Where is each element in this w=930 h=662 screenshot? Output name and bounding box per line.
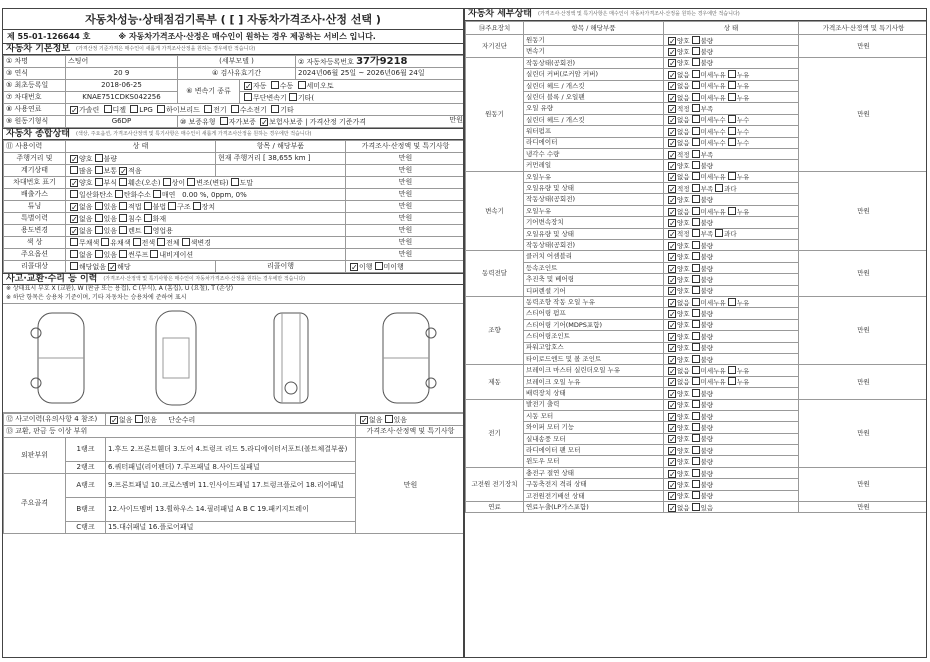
detail-item: 구동축전지 격리 상태 — [524, 479, 664, 490]
status-checkbox — [692, 58, 700, 66]
detail-status[interactable]: ✓적정 부족 — [664, 148, 799, 159]
record-no-suffix: 호 — [82, 31, 91, 41]
status-checkbox: ✓ — [669, 196, 676, 206]
detail-status[interactable]: ✓양호 불량 — [664, 422, 799, 433]
engine-type: G6DP — [66, 116, 178, 128]
detail-item: 오일유량 및 상태 — [524, 228, 664, 239]
trans-auto-checkbox: ✓ — [245, 82, 252, 91]
status-checkbox: ✓ — [669, 207, 676, 217]
status-checkbox — [715, 184, 723, 192]
detail-status[interactable]: ✓적정 부족 과다 — [664, 183, 799, 194]
detail-price: 만원 — [799, 35, 928, 58]
status-checkbox — [728, 172, 736, 180]
detail-item: 연료누출(LP가스포함) — [524, 502, 664, 513]
status-checkbox — [692, 195, 700, 203]
detail-status[interactable]: ✓양호 불량 — [664, 456, 799, 467]
status-checkbox — [692, 229, 700, 237]
record-no-label: 제 — [7, 31, 15, 41]
status-checkbox — [692, 104, 700, 112]
status-checkbox: ✓ — [669, 469, 676, 479]
detail-item: 충전구 절연 상태 — [524, 467, 664, 478]
legend-note: ※ 상태표시 부호 X (교환), W (판금 또는 용접), C (부식), A (흠집), U (요철), T (손상) — [6, 285, 234, 292]
detail-status[interactable]: ✓양호 불량 — [664, 194, 799, 205]
detail-status[interactable]: ✓양호 불량 — [664, 46, 799, 57]
detail-item: 오일 유량 — [524, 103, 664, 114]
status-checkbox — [692, 93, 700, 101]
detail-item: 실린더 헤드 / 개스킷 — [524, 80, 664, 91]
detail-status[interactable]: ✓양호 불량 — [664, 490, 799, 501]
detail-status[interactable]: ✓없음 미세누수 누수 — [664, 137, 799, 148]
detail-status[interactable]: ✓양호 불량 — [664, 445, 799, 456]
detail-item: 실린더 헤드 / 개스킷 — [524, 114, 664, 125]
detail-item: 스티어링조인트 — [524, 331, 664, 342]
detail-status[interactable]: ✓양호 불량 — [664, 160, 799, 171]
detail-item: 스티어링 펌프 — [524, 308, 664, 319]
status-checkbox: ✓ — [669, 435, 676, 445]
service-notice: ※ 자동차가격조사·산정은 매수인이 원하는 경우 제공하는 서비스 입니다. — [118, 31, 376, 41]
status-checkbox: ✓ — [669, 332, 676, 342]
status-checkbox — [692, 264, 700, 272]
status-checkbox — [692, 457, 700, 465]
detail-status[interactable]: ✓없음 미세누수 누수 — [664, 126, 799, 137]
detail-group-label: 원동기 — [466, 57, 524, 171]
detail-status[interactable]: ✓양호 불량 — [664, 217, 799, 228]
detail-item: 발전기 출력 — [524, 399, 664, 410]
basic-info-header: 자동차 기본정보 (가격산정 기준가격은 매수인이 새롭게 가격조사산정을 원하는 경우에만 적습니다) — [3, 43, 463, 55]
detail-status[interactable]: ✓없음 미세누유 누유 — [664, 91, 799, 102]
detail-status[interactable]: ✓양호 불량 — [664, 285, 799, 296]
detail-status[interactable]: ✓양호 불량 — [664, 433, 799, 444]
detail-status[interactable]: ✓없음 미세누유 누유 — [664, 171, 799, 182]
status-checkbox: ✓ — [669, 139, 676, 149]
detail-item: 브레이크 마스터 실린더오일 누유 — [524, 365, 664, 376]
status-checkbox — [692, 423, 700, 431]
status-checkbox — [692, 150, 700, 158]
detail-item: 오일유량 및 상태 — [524, 183, 664, 194]
mileage: 현재 주행거리 [ 38,655 km ] — [216, 153, 346, 165]
status-checkbox: ✓ — [669, 116, 676, 126]
detail-item: 타이로드엔드 및 볼 조인트 — [524, 353, 664, 364]
detail-row — [466, 399, 928, 410]
detail-status[interactable]: ✓양호 불량 — [664, 388, 799, 399]
status-checkbox — [692, 47, 700, 55]
detail-status[interactable]: ✓없음 미세누수 누수 — [664, 114, 799, 125]
detail-price: 만원 — [799, 296, 928, 364]
detail-item: 실내송풍 모터 — [524, 433, 664, 444]
detail-row — [466, 502, 928, 513]
status-checkbox: ✓ — [669, 389, 676, 399]
summary-header: 자동차 종합상태 (색상, 주요옵션, 가격조사산정액 및 특기사항은 매수인이 새롭게 가격조사산정을 원하는 경우에만 적습니다) — [3, 128, 463, 140]
detail-status[interactable]: ✓없음 미세누유 누유 — [664, 365, 799, 376]
detail-group-label: 제동 — [466, 365, 524, 399]
detail-price: 만원 — [799, 171, 928, 251]
detail-row — [466, 467, 928, 478]
status-checkbox: ✓ — [669, 82, 676, 92]
status-checkbox — [692, 172, 700, 180]
status-checkbox: ✓ — [669, 378, 676, 388]
detail-item: 작동상태(공회전) — [524, 57, 664, 68]
car-top-diagram — [141, 308, 211, 408]
status-checkbox — [692, 469, 700, 477]
status-checkbox: ✓ — [669, 173, 676, 183]
fuel-options[interactable]: ✓가솔린 디젤 LPG 하이브리드 전기 수소전기 기타 — [66, 104, 465, 116]
status-checkbox: ✓ — [669, 287, 676, 297]
status-checkbox — [692, 115, 700, 123]
record-no: 55-01-126644 — [17, 31, 80, 41]
status-checkbox: ✓ — [669, 503, 676, 513]
fuel-electric-checkbox — [204, 105, 212, 113]
status-checkbox: ✓ — [669, 355, 676, 365]
detail-group-label: 전기 — [466, 399, 524, 467]
detail-status[interactable]: ✓없음 미세누유 누유 — [664, 69, 799, 80]
detail-status[interactable]: ✓없음 미세누유 누유 — [664, 296, 799, 307]
detail-status[interactable]: ✓양호 불량 — [664, 35, 799, 46]
status-checkbox — [692, 400, 700, 408]
fuel-diesel-checkbox — [104, 105, 112, 113]
status-checkbox: ✓ — [669, 230, 676, 240]
detail-item: 동력조향 작동 오일 누유 — [524, 296, 664, 307]
record-number-row — [3, 29, 463, 43]
status-checkbox — [728, 115, 736, 123]
fuel-lpg-checkbox — [130, 105, 138, 113]
status-checkbox — [692, 275, 700, 283]
status-checkbox: ✓ — [669, 298, 676, 308]
detail-group-label: 자기진단 — [466, 35, 524, 58]
detail-item: 작동상태(공회전) — [524, 194, 664, 205]
detail-status[interactable]: ✓적정 부족 — [664, 103, 799, 114]
detail-item: 브레이크 오일 누유 — [524, 376, 664, 387]
detail-price: 만원 — [799, 502, 928, 513]
status-checkbox — [692, 309, 700, 317]
status-checkbox — [692, 366, 700, 374]
status-checkbox: ✓ — [669, 150, 676, 160]
detail-status[interactable]: ✓양호 불량 — [664, 342, 799, 353]
detail-item: 배력장치 상태 — [524, 388, 664, 399]
status-checkbox: ✓ — [669, 241, 676, 251]
status-checkbox — [692, 36, 700, 44]
detail-item: 워터펌프 — [524, 126, 664, 137]
status-checkbox: ✓ — [669, 127, 676, 137]
detail-status[interactable]: ✓양호 불량 — [664, 331, 799, 342]
status-checkbox — [692, 320, 700, 328]
status-checkbox — [728, 127, 736, 135]
status-checkbox — [692, 138, 700, 146]
status-checkbox: ✓ — [669, 492, 676, 502]
status-checkbox — [692, 480, 700, 488]
detail-item: 오일누유 — [524, 205, 664, 216]
detail-price: 만원 — [799, 399, 928, 467]
status-checkbox: ✓ — [669, 184, 676, 194]
detail-price: 만원 — [799, 467, 928, 501]
detail-status[interactable]: ✓없음 미세누유 누유 — [664, 376, 799, 387]
detail-row — [466, 35, 928, 46]
detail-item: 실린더 커버(로커암 커버) — [524, 69, 664, 80]
status-checkbox: ✓ — [669, 344, 676, 354]
detail-status[interactable]: ✓양호 불량 — [664, 240, 799, 251]
car-diagrams — [3, 303, 463, 413]
status-checkbox — [692, 503, 700, 511]
detail-group-label: 고전원 전기장치 — [466, 467, 524, 501]
inspection-validity: 2024년06월 25일 ~ 2026년06월 24일 — [296, 68, 465, 80]
status-checkbox — [728, 298, 736, 306]
status-checkbox — [692, 434, 700, 442]
summary-table: ⑪ 사용이력 상 태 항목 / 해당부품 가격조사·산정액 및 특기사항 주행거리 및 ✓양호 불량 현재 주행거리 [ 38,655 km ] 만원 계기상태 많음 보통 ✓적음 만원 차대번호 표기 ✓양호 부식 훼손(오손) 상이 변조(변타) 도말 만원 배출가스 일산화탄소 탄화수소 매연 0.00 %, 0ppm, 0% 만원 튜닝 ✓없음 있음 적법 불법 구조 장치 만원 특별이력 ✓없음 있음 침수 화재 만원 용도변경 ✓없음 있음 렌트 영업용 만원 색 상 무채색 유채색 전색 전체 색변경 만원 주요옵션 없음 있음 썬루프 내비게이션 만원 리콜대상 해당없음 ✓해당 리콜이행 ✓이행 미이행 — [3, 140, 464, 273]
status-checkbox: ✓ — [669, 264, 676, 274]
status-checkbox: ✓ — [669, 446, 676, 456]
detail-item: 라디에이터 팬 모터 — [524, 445, 664, 456]
detail-status[interactable]: ✓양호 불량 — [664, 410, 799, 421]
detail-item: 변속기 — [524, 46, 664, 57]
status-checkbox: ✓ — [669, 367, 676, 377]
fuel-other-checkbox — [271, 105, 279, 113]
status-checkbox — [692, 491, 700, 499]
warranty-insurer-checkbox: ✓ — [261, 118, 268, 127]
status-checkbox: ✓ — [669, 105, 676, 115]
transmission-options[interactable]: ✓자동 수동 세미오토 — [240, 80, 465, 92]
detail-status[interactable]: ✓없음 있음 — [664, 502, 799, 513]
status-checkbox — [728, 93, 736, 101]
detail-item: 고전원전기배선 상태 — [524, 490, 664, 501]
detail-status[interactable]: ✓양호 불량 — [664, 308, 799, 319]
status-checkbox — [692, 332, 700, 340]
accident-table: ⑫ 사고이력(유의사항 4 참조) ✓없음 있음 단순수리 ✓없음 있음 ⑬ 교환, 판금 등 이상 부위 가격조사·산정액 및 특기사항 외판부위 1랭크 1.후드 2.프론트휀더 3.도어 4.트렁크 리드 5.라디에이터서포트(볼트체결부품) 만원 2랭크 6.쿼터패널(리어펜더) 7.루프패널 8.사이드실패널 주요골격 A랭크 9.프론트패널 10.크로스멤버 11.인사이드패널 17.트렁크플로어 18.리어패널 B랭크 12.사이드멤버 13.휠하우스 14.필러패널 A B C 19.패키지트레이 C랭크 15.대쉬패널 16.플로어패널 — [3, 413, 464, 534]
status-checkbox — [692, 241, 700, 249]
status-checkbox — [728, 70, 736, 78]
detail-status[interactable]: ✓양호 불량 — [664, 479, 799, 490]
status-checkbox — [692, 81, 700, 89]
status-checkbox: ✓ — [669, 36, 676, 46]
status-checkbox: ✓ — [669, 401, 676, 411]
status-checkbox — [728, 377, 736, 385]
fuel-gasoline-checkbox: ✓ — [71, 106, 78, 115]
detail-status[interactable]: ✓양호 불량 — [664, 353, 799, 364]
status-checkbox — [692, 252, 700, 260]
detail-item: 작동상태(공회전) — [524, 240, 664, 251]
status-checkbox: ✓ — [669, 423, 676, 433]
detail-item: 기어변속장치 — [524, 217, 664, 228]
detail-group-label: 연료 — [466, 502, 524, 513]
trans-other-checkbox — [289, 93, 297, 101]
trans-manual-checkbox — [271, 81, 279, 89]
detail-status[interactable]: ✓없음 미세누유 누유 — [664, 205, 799, 216]
detail-item: 윈도우 모터 — [524, 456, 664, 467]
accident-header: 사고·교환·수리 등 이력 (가격조사·산정액 및 특기사항은 매수인이 자동차가격조사·산정을 원하는 경우에만 적습니다) — [3, 273, 463, 285]
car-frame-diagram — [256, 308, 326, 408]
status-checkbox: ✓ — [669, 48, 676, 58]
status-checkbox — [692, 298, 700, 306]
status-checkbox — [692, 412, 700, 420]
status-checkbox — [692, 343, 700, 351]
first-registration: 2018-06-25 — [66, 80, 178, 92]
detail-group-label: 동력전달 — [466, 251, 524, 297]
status-checkbox: ✓ — [669, 275, 676, 285]
trans-semi-checkbox — [298, 81, 306, 89]
detail-item: 추진축 및 베어링 — [524, 274, 664, 285]
detail-item: 파워고압호스 — [524, 342, 664, 353]
detail-header: 자동차 세부상태 (가격조사·산정액 및 특기사항은 매수인이 자동차가격조사·산정을 원하는 경우에만 적습니다) — [465, 9, 926, 21]
page-title: 자동차성능·상태점검기록부 ( [ ] 자동차가격조사·산정 선택 ) — [85, 12, 381, 26]
status-checkbox: ✓ — [669, 458, 676, 468]
detail-item: 클러치 어셈블리 — [524, 251, 664, 262]
status-checkbox — [715, 229, 723, 237]
detail-status[interactable]: ✓양호 불량 — [664, 467, 799, 478]
status-checkbox: ✓ — [669, 253, 676, 263]
status-checkbox: ✓ — [669, 321, 676, 331]
detail-item: 디퍼렌셜 기어 — [524, 285, 664, 296]
basic-info-table: ① 차명 스팅어 (세부모델 ) ② 자동차등록번호 37가9218 ③ 연식 20 9 ④ 검사유효기간 2024년06월 25일 ~ 2026년06월 24일 ⑤ 최초등록일 2018-06-25 ⑥ 변속기 종류 ✓자동 수동 세미오토 ⑦ 차대번호 KNAE751CDKS042256 무단변속기 기타( ⑧ 사용연료 ✓가솔린 디젤 LPG 하이브리드 전기 수소전기 기타 ⑨ 원동기형식 G6DP ⑩ 보증유형 자가보증 ✓보험사보증 | 가격산정 기준가격 만원 — [3, 55, 464, 128]
detail-item: 스티어링 기어(MDPS포함) — [524, 319, 664, 330]
detail-table: ⑭주요장치 항목 / 해당부품 상 태 가격조사·산정액 및 특기사항 자기진단 원동기 ✓양호 불량 만원 변속기 ✓양호 불량 원동기 작동상태(공회전) ✓양호 불량 만원 실린더 커버(로커암 커버) ✓없음 미세누유 누유 실린더 헤드 / 개스킷 ✓없음 미세누유 누유 실린더 블록 / 오일팬 ✓없음 미세누유 누유 오일 유량 ✓적정 부족 실린더 헤드 / 개스킷 ✓없음 미세누수 누수 워터펌프 ✓없음 미세누수 누수 라디에이터 ✓없음 미세누수 누수 냉각수 수량 ✓적정 부족 커먼레일 ✓양호 불량 변속기 오일누유 ✓없음 미세누유 누유 만원 오일유량 및 상태 ✓적정 부족 과다 작동상태(공회전) ✓양호 불량 오일누유 ✓없음 미세누유 누유 기어변속장치 ✓양호 불량 오일유량 및 상태 ✓적정 부족 과다 작동상태(공회전) ✓양호 불량 동력전달 클러치 어셈블리 ✓양호 불량 만원 등속조인트 ✓양호 불량 추진축 및 베어링 ✓양호 불량 디퍼렌셜 기어 ✓양호 불량 조향 동력조향 작동 오일 누유 ✓없음 미세누유 누유 만원 스티어링 펌프 ✓양호 불량 스티어링 기어(MDPS포함) ✓양호 불량 스티어링조인트 ✓양호 불량 파워고압호스 ✓양호 불량 타이로드엔드 및 볼 조인트 ✓양호 불량 제동 브레이크 마스터 실린더오일 누유 ✓없음 미세누유 누유 만원 브레이크 오일 누유 ✓없음 미세누유 누유 배력장치 상태 ✓양호 불량 전기 발전기 출력 ✓양호 불량 만원 시동 모터 ✓양호 불량 와이퍼 모터 기능 ✓양호 불량 실내송풍 모터 ✓양호 불량 라디에이터 팬 모터 ✓양호 불량 윈도우 모터 ✓양호 불량 고전원 전기장치 충전구 절연 상태 ✓양호 불량 만원 구동축전지 격리 상태 ✓양호 불량 고전원전기배선 상태 ✓양호 불량 연료 연료누출(LP가스포함) ✓없음 있음 만원 — [465, 21, 927, 513]
detail-status[interactable]: ✓양호 불량 — [664, 262, 799, 273]
status-checkbox — [728, 366, 736, 374]
detail-price: 만원 — [799, 57, 928, 171]
detail-status[interactable]: ✓양호 불량 — [664, 251, 799, 262]
fuel-hybrid-checkbox — [157, 105, 165, 113]
detail-item: 등속조인트 — [524, 262, 664, 273]
detail-item: 라디에이터 — [524, 137, 664, 148]
detail-status[interactable]: ✓양호 불량 — [664, 399, 799, 410]
detail-item: 오일누유 — [524, 171, 664, 182]
status-checkbox — [692, 377, 700, 385]
detail-row — [466, 365, 928, 376]
detail-item: 실린더 블록 / 오일팬 — [524, 91, 664, 102]
status-checkbox — [692, 389, 700, 397]
detail-item: 와이퍼 모터 기능 — [524, 422, 664, 433]
status-checkbox — [692, 70, 700, 78]
detail-price: 만원 — [799, 365, 928, 399]
status-checkbox — [692, 286, 700, 294]
registration-number: 37가9218 — [356, 55, 408, 67]
car-right-side-diagram — [371, 308, 441, 408]
model-year: 20 9 — [66, 68, 178, 80]
detail-group-label: 조향 — [466, 296, 524, 364]
detail-item: 커먼레일 — [524, 160, 664, 171]
detail-item: 냉각수 수량 — [524, 148, 664, 159]
detail-item: 원동기 — [524, 35, 664, 46]
vehicle-name: 스팅어 — [66, 56, 178, 68]
detail-group-label: 변속기 — [466, 171, 524, 251]
left-panel — [2, 8, 464, 658]
trans-cvt-checkbox — [244, 93, 252, 101]
status-checkbox — [692, 446, 700, 454]
status-checkbox: ✓ — [669, 161, 676, 171]
detail-item: 시동 모터 — [524, 410, 664, 421]
status-checkbox: ✓ — [669, 70, 676, 80]
status-checkbox: ✓ — [669, 310, 676, 320]
status-checkbox — [692, 184, 700, 192]
status-checkbox — [692, 127, 700, 135]
status-checkbox — [692, 218, 700, 226]
status-checkbox — [728, 138, 736, 146]
detail-status[interactable]: ✓양호 불량 — [664, 274, 799, 285]
detail-row — [466, 296, 928, 307]
status-checkbox: ✓ — [669, 93, 676, 103]
status-checkbox — [692, 161, 700, 169]
detail-status[interactable]: ✓적정 부족 과다 — [664, 228, 799, 239]
detail-status[interactable]: ✓양호 불량 — [664, 319, 799, 330]
detail-row — [466, 57, 928, 68]
status-checkbox — [728, 207, 736, 215]
right-panel — [464, 8, 927, 658]
status-checkbox: ✓ — [669, 412, 676, 422]
warranty-self-checkbox — [220, 117, 228, 125]
detail-row — [466, 251, 928, 262]
car-left-side-diagram — [26, 308, 96, 408]
status-checkbox — [692, 207, 700, 215]
status-checkbox — [728, 81, 736, 89]
detail-price: 만원 — [799, 251, 928, 297]
detail-status[interactable]: ✓양호 불량 — [664, 57, 799, 68]
detail-row — [466, 171, 928, 182]
status-checkbox — [692, 355, 700, 363]
status-checkbox: ✓ — [669, 480, 676, 490]
status-checkbox: ✓ — [669, 218, 676, 228]
detail-status[interactable]: ✓없음 미세누유 누유 — [664, 80, 799, 91]
status-checkbox: ✓ — [669, 59, 676, 69]
legend-note-2: ※ 하단 항목은 승용차 기준이며, 기타 자동차는 승용차에 준하여 표시 — [6, 294, 187, 301]
fuel-hydrogen-checkbox — [231, 105, 239, 113]
vin: KNAE751CDKS042256 — [66, 92, 178, 104]
